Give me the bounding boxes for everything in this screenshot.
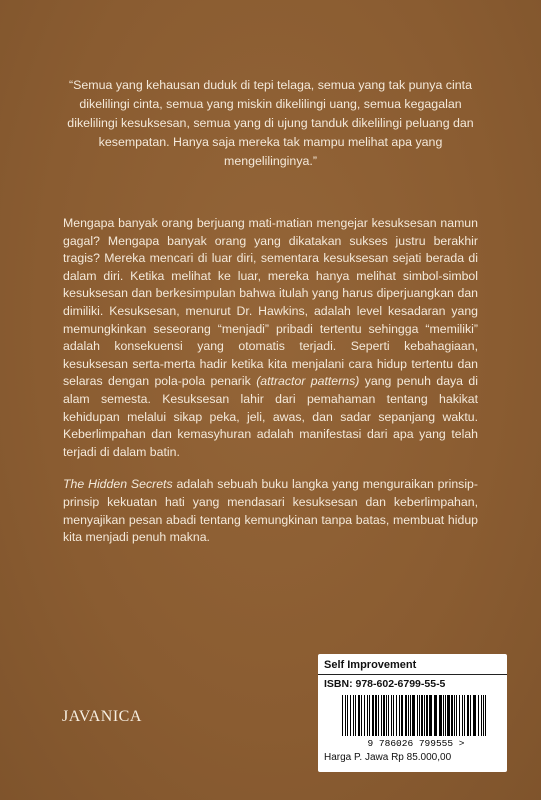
barcode-bar xyxy=(447,695,450,736)
barcode-bar xyxy=(445,695,446,736)
barcode-bar xyxy=(381,695,382,736)
barcode-bar xyxy=(410,695,411,736)
barcode-digits: 9 786026 799555 > xyxy=(367,738,465,747)
barcode-bar xyxy=(470,695,471,736)
barcode-bar xyxy=(405,695,407,736)
barcode-bar xyxy=(454,695,455,736)
barcode-bar xyxy=(421,695,423,736)
barcode-bar xyxy=(443,695,444,736)
barcode-bar xyxy=(473,695,476,736)
divider xyxy=(318,674,507,675)
barcode-bar xyxy=(478,695,479,736)
blurb-paragraph-2: The Hidden Secrets adalah sebuah buku langka yang menguraikan prinsip-prinsip kekuatan hati yang mendasari kesuksesan dan keberlimpahan, menyajikan pesan abadi tentang kemungkinan tanpa batas, membuat hidup kita menjadi penuh makna. xyxy=(63,477,478,545)
book-title: The Hidden Secrets xyxy=(63,477,173,492)
barcode-bar xyxy=(369,695,370,736)
category-label: Self Improvement xyxy=(324,659,417,671)
barcode-bar xyxy=(399,695,400,736)
barcode-bar xyxy=(485,695,486,736)
barcode-bar xyxy=(375,695,377,736)
barcode-bar xyxy=(481,695,482,736)
barcode-bar xyxy=(388,695,389,736)
barcode-bar xyxy=(350,695,351,736)
barcode-bar xyxy=(417,695,418,736)
barcode-bar xyxy=(412,695,415,736)
barcode-bar xyxy=(424,695,425,736)
barcode-bar xyxy=(396,695,397,736)
barcode-bar xyxy=(361,695,362,736)
barcode-bar xyxy=(401,695,403,736)
barcode-bar xyxy=(467,695,469,736)
barcode-bar xyxy=(459,695,460,736)
barcode-bar xyxy=(378,695,379,736)
barcode-bar xyxy=(386,695,387,736)
barcode xyxy=(332,695,500,747)
barcode-bar xyxy=(464,695,465,736)
barcode-bar xyxy=(393,695,394,736)
price-label: Harga P. Jawa Rp 85.000,00 xyxy=(324,752,452,763)
isbn-label: ISBN: 978-602-6799-55-5 xyxy=(324,678,446,690)
barcode-bar xyxy=(426,695,428,736)
barcode-bar xyxy=(429,695,432,736)
barcode-bar xyxy=(347,695,348,736)
barcode-bar xyxy=(391,695,392,736)
barcode-bar xyxy=(364,695,365,736)
blurb-paragraph-1: Mengapa banyak orang berjuang mati-matian mengejar kesuksesan namun gagal? Mengapa banyak orang yang dikatakan sukses justru berakhir tragis? Mereka mencari di luar diri, sementara kesuksesan sejati berada di dalam diri. Ketika melihat ke luar, mereka hanya melihat simbol-simbol kesuksesan dan berkesimpulan bahwa itulah yang harus diperjuangkan dan dimiliki. Kesuksesan, menurut Dr. Hawkins, adalah level kesadaran yang memungkinkan seseorang “menjadi” pribadi tertentu sehingga “memiliki” adalah konsekuensi yang otomatis terjadi. Seperti kebahagiaan, kesuksesan serta-merta hadir ketika kita menjalani cara hidup tertentu dan selaras dengan pola-pola penarik (attractor patterns) yang penuh daya di alam semesta. Kesuksesan lahir dari pemahaman tentang hakikat kehidupan melalui sikap peka, jeli, awas, dan sadar sepanjang waktu. Keberlimpahan dan kemasyhuran adalah manifestasi dari apa yang telah terjadi di dalam batin. xyxy=(63,216,478,459)
barcode-bar xyxy=(383,695,385,736)
barcode-bar xyxy=(451,695,453,736)
barcode-panel xyxy=(318,654,507,772)
barcode-bar xyxy=(434,695,437,736)
barcode-bar xyxy=(353,695,354,736)
barcode-bar xyxy=(408,695,409,736)
barcode-bar xyxy=(462,695,463,736)
barcode-bar xyxy=(439,695,442,736)
barcode-bar xyxy=(355,695,356,736)
cover-quote: “Semua yang kehausan duduk di tepi telaga, semua yang tak punya cinta dikelilingi cinta, semua yang miskin dikelilingi uang, semua kegagalan dikelilingi kesuksesan, semua yang di ujung tanduk dikelilingi peluang dan kesempatan. Hanya saja mereka tak mampu melihat apa yang mengelilinginya.” xyxy=(67,78,474,168)
blurb xyxy=(63,215,478,562)
barcode-bar xyxy=(358,695,360,736)
publisher-logo: JAVANICA xyxy=(62,708,142,725)
barcode-bar xyxy=(483,695,484,736)
barcode-bar xyxy=(345,695,346,736)
barcode-bar xyxy=(367,695,368,736)
barcode-bar xyxy=(372,695,374,736)
barcode-bar xyxy=(456,695,457,736)
italic-phrase: (attractor patterns) xyxy=(256,374,360,389)
barcode-bar xyxy=(419,695,420,736)
barcode-bar xyxy=(342,695,343,736)
